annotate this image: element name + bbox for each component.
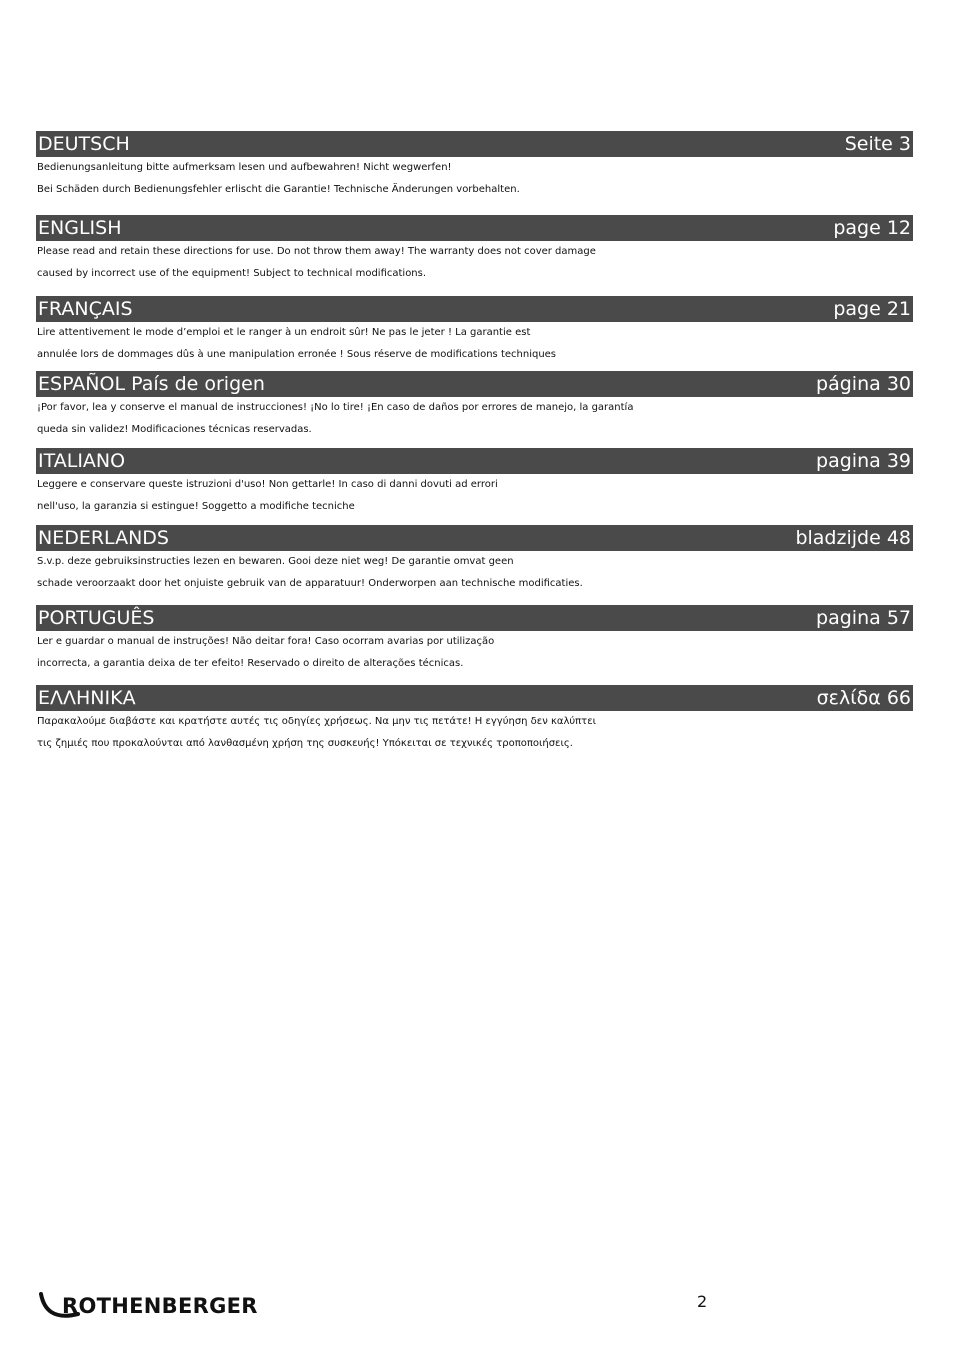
section-language: FRANÇAIS [38,298,133,320]
section-text-line: schade veroorzaakt door het onjuiste gebruik van de apparatuur! Onderworpen aan technische modificaties. [37,578,583,589]
section-deutsch [36,131,913,201]
section-text-line: Bei Schäden durch Bedienungsfehler erlischt die Garantie! Technische Änderungen vorbehalten. [37,184,520,195]
section-nederlands [36,525,913,595]
section-english [36,215,913,285]
section-language: ITALIANO [38,450,126,472]
section-espanol [36,371,913,441]
section-language: NEDERLANDS [38,527,169,549]
section-text-line: Bedienungsanleitung bitte aufmerksam lesen und aufbewahren! Nicht wegwerfen! [37,162,452,173]
section-language: DEUTSCH [38,133,130,155]
section-ellinika [36,685,913,755]
logo-wordmark: ROTHENBERGER [62,1294,258,1318]
section-page-ref: pagina 39 [816,450,911,472]
section-page-ref: página 30 [816,373,911,395]
section-header [36,605,913,631]
section-text-line: queda sin validez! Modificaciones técnicas reservadas. [37,424,312,435]
page-number: 2 [697,1292,708,1311]
section-text-line: nell'uso, la garanzia si estingue! Soggetto a modifiche tecniche [37,501,355,512]
section-italiano [36,448,913,518]
section-page-ref: σελίδα 66 [816,687,911,709]
section-language: ΕΛΛΗΝΙΚΑ [38,687,136,709]
section-header [36,215,913,241]
section-page-ref: Seite 3 [844,133,911,155]
section-text-line: Παρακαλούμε διαβάστε και κρατήστε αυτές τις οδηγίες χρήσεως. Να μην τις πετάτε! Η εγγύηση δεν καλύπτει [37,716,596,727]
section-text-line: annulée lors de dommages dûs à une manipulation erronée ! Sous réserve de modifications techniques [37,349,557,360]
section-page-ref: pagina 57 [816,607,911,629]
section-header [36,131,913,157]
section-header [36,525,913,551]
section-text-line: Please read and retain these directions for use. Do not throw them away! The warranty does not cover damage [37,246,596,257]
section-text-line: Ler e guardar o manual de instruções! Não deitar fora! Caso ocorram avarias por utilização [37,636,495,647]
section-text-line: S.v.p. deze gebruiksinstructies lezen en bewaren. Gooi deze niet weg! De garantie omvat geen [37,556,514,567]
section-language: PORTUGUÊS [38,607,155,629]
section-text-line: τις ζημιές που προκαλούνται από λανθασμένη χρήση της συσκευής! Υπόκειται σε τεχνικές τροποποιήσεις. [37,738,573,749]
section-portugues [36,605,913,675]
section-text-line: incorrecta, a garantia deixa de ter efeito! Reservado o direito de alterações técnicas. [37,658,464,669]
section-header [36,371,913,397]
section-language: ENGLISH [38,217,122,239]
section-page-ref: page 12 [833,217,911,239]
section-text-line: Lire attentivement le mode d’emploi et le ranger à un endroit sûr! Ne pas le jeter ! La garantie est [37,327,531,338]
section-francais [36,296,913,366]
section-language: ESPAÑOL País de origen [38,373,265,395]
section-header [36,296,913,322]
section-text-line: ¡Por favor, lea y conserve el manual de instrucciones! ¡No lo tire! ¡En caso de daños por errores de manejo, la garantía [37,402,634,413]
section-page-ref: bladzijde 48 [795,527,911,549]
brand-logo [38,1290,258,1322]
section-text-line: Leggere e conservare queste istruzioni d'uso! Non gettarle! In caso di danni dovuti ad errori [37,479,498,490]
section-header [36,448,913,474]
section-page-ref: page 21 [833,298,911,320]
section-text-line: caused by incorrect use of the equipment! Subject to technical modifications. [37,268,427,279]
section-header [36,685,913,711]
